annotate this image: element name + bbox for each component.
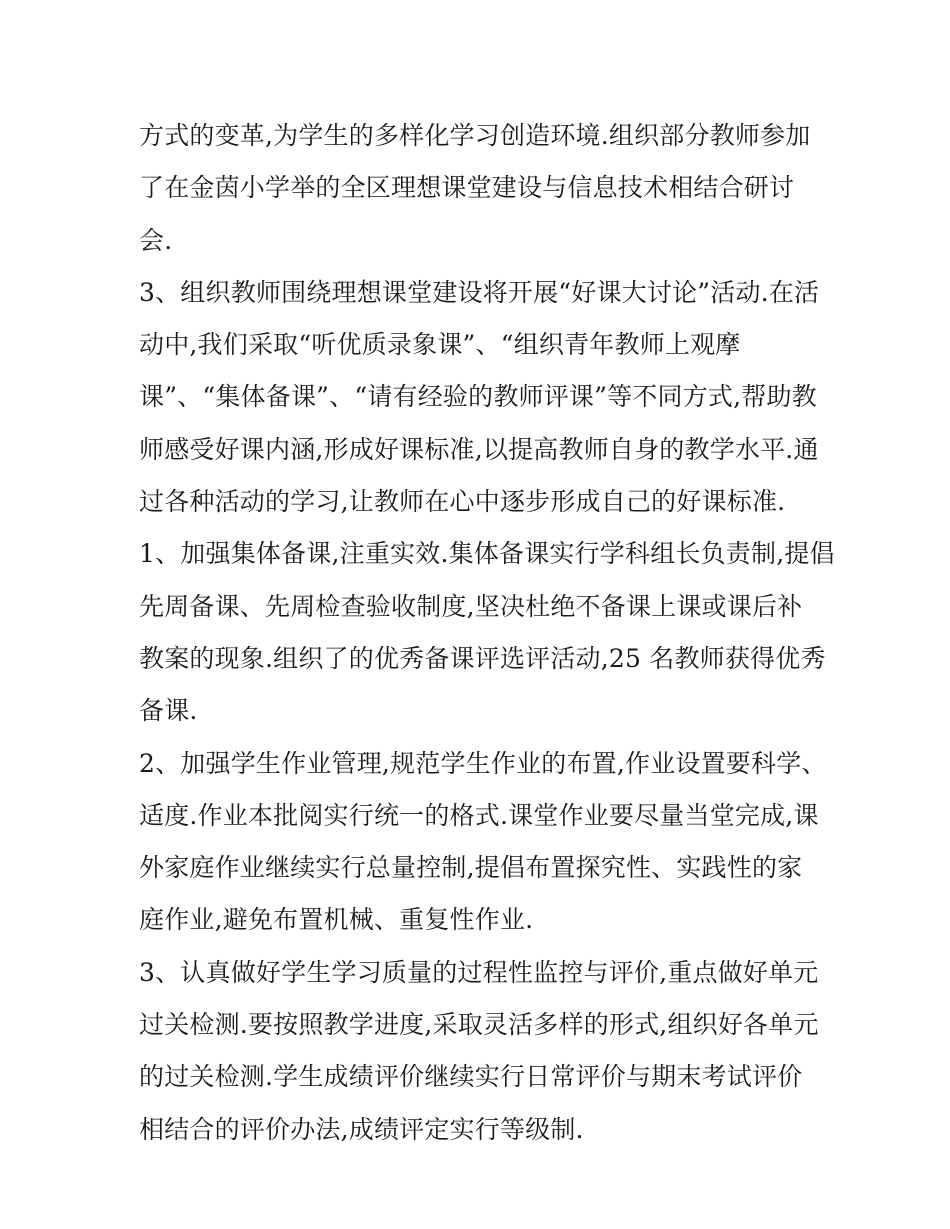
text-line: 相结合的评价办法,成绩评定实行等级制. bbox=[139, 1114, 584, 1144]
text-line: 2、加强学生作业管理,规范学生作业的布置,作业设置要科学、 bbox=[139, 748, 827, 778]
text-line: 教案的现象.组织了的优秀备课评选评活动,25 名教师获得优秀 bbox=[139, 643, 826, 673]
text-line: 过关检测.要按照教学进度,采取灵活多样的形式,组织好各单元 bbox=[139, 1010, 819, 1040]
text-line: 3、组织教师围绕理想课堂建设将开展“好课大讨论”活动.在活 bbox=[139, 277, 820, 307]
text-line: 的过关检测.学生成绩评价继续实行日常评价与期末考试评价 bbox=[139, 1062, 803, 1092]
text-line: 过各种活动的学习,让教师在心中逐步形成自己的好课标准. bbox=[139, 487, 786, 517]
text-line: 动中,我们采取“听优质录象课”、“组织青年教师上观摩 bbox=[139, 330, 741, 360]
text-line: 会. bbox=[139, 225, 173, 255]
text-line: 庭作业,避免布置机械、重复性作业. bbox=[139, 905, 534, 935]
text-line: 方式的变革,为学生的多样化学习创造环境.组织部分教师参加 bbox=[139, 121, 811, 150]
text-line: 3、认真做好学生学习质量的过程性监控与评价,重点做好单元 bbox=[139, 957, 819, 987]
document-body bbox=[139, 110, 835, 1156]
text-line: 师感受好课内涵,形成好课标准,以提高教师自身的教学水平.通 bbox=[139, 434, 819, 464]
text-line: 外家庭作业继续实行总量控制,提倡布置探究性、实践性的家 bbox=[139, 853, 803, 883]
text-line: 先周备课、先周检查验收制度,坚决杜绝不备课上课或课后补 bbox=[139, 591, 803, 621]
text-line: 了在金茵小学举的全区理想课堂建设与信息技术相结合研讨 bbox=[139, 173, 795, 203]
text-line: 适度.作业本批阅实行统一的格式.课堂作业要尽量当堂完成,课 bbox=[139, 800, 819, 830]
text-line: 备课. bbox=[139, 696, 198, 726]
text-line: 课”、“集体备课”、“请有经验的教师评课”等不同方式,帮助教 bbox=[139, 382, 817, 412]
text-line: 1、加强集体备课,注重实效.集体备课实行学科组长负责制,提倡 bbox=[139, 539, 835, 569]
